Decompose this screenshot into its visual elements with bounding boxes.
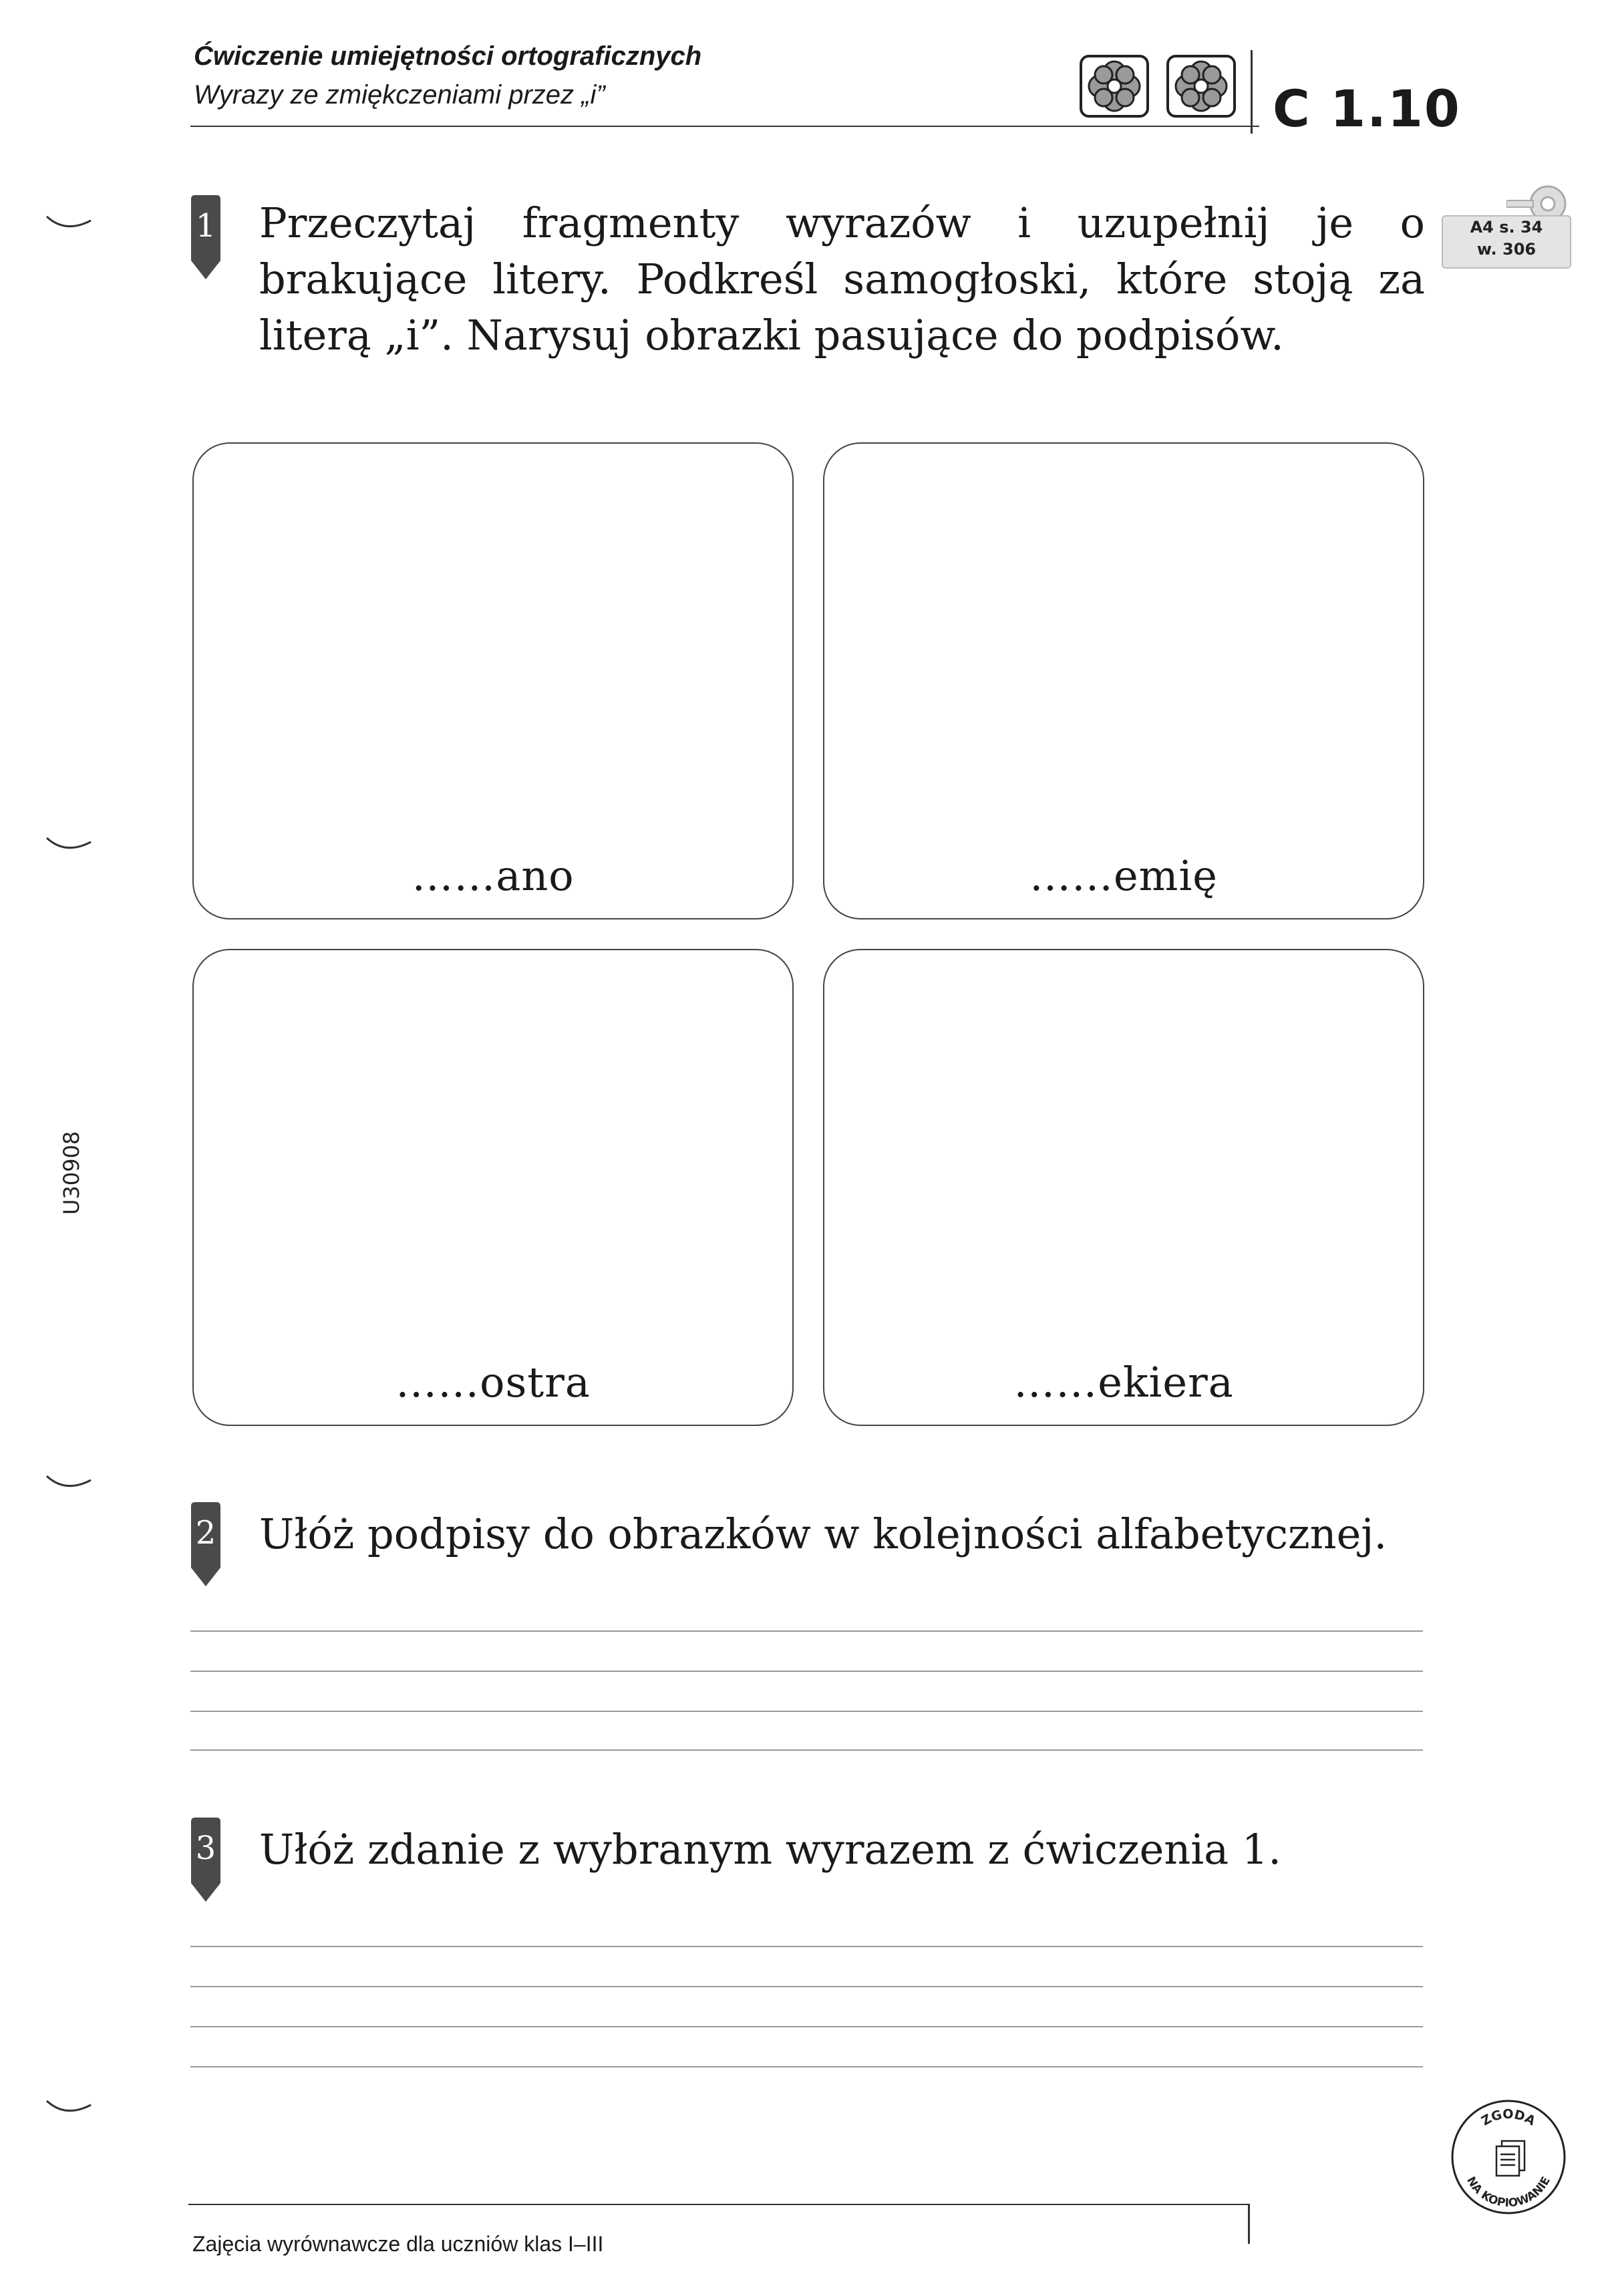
writing-line[interactable] xyxy=(190,2066,1423,2067)
drawing-box-4[interactable] xyxy=(823,949,1424,1426)
copy-permission-stamp xyxy=(1448,2097,1569,2217)
drawing-label: ……emię xyxy=(1029,851,1218,900)
drawing-box-1[interactable] xyxy=(192,442,794,919)
drawing-label: ……ano xyxy=(412,851,575,900)
exercise-number-badge xyxy=(188,194,223,282)
flower-icon xyxy=(1164,52,1239,120)
svg-text:ZGODA: ZGODA xyxy=(1478,2106,1539,2129)
svg-text:3: 3 xyxy=(195,1830,216,1867)
svg-text:2: 2 xyxy=(195,1514,216,1552)
reference-tag xyxy=(1442,215,1571,269)
header-vertical-divider xyxy=(1251,50,1253,134)
drawing-label: ……ostra xyxy=(395,1358,591,1407)
header-divider xyxy=(190,126,1259,127)
writing-line[interactable] xyxy=(190,1749,1423,1751)
drawing-label: ……ekiera xyxy=(1013,1358,1234,1407)
footer-divider xyxy=(188,2204,1249,2205)
writing-line[interactable] xyxy=(190,1671,1423,1672)
exercise-number-badge xyxy=(188,1816,223,1904)
writing-line[interactable] xyxy=(190,1711,1423,1712)
flower-icon xyxy=(1077,52,1152,120)
exercise-3-instruction: Ułóż zdanie z wybranym wyrazem z ćwiczenia 1. xyxy=(259,1825,1281,1874)
worksheet-title: Ćwiczenie umiejętności ortograficznych xyxy=(194,41,702,71)
worksheet-code: C 1.10 xyxy=(1273,79,1461,138)
reference-line-1: A4 s. 34 xyxy=(1470,218,1543,237)
reference-line-2: w. 306 xyxy=(1476,240,1537,259)
exercise-number-badge xyxy=(188,1501,223,1589)
side-code xyxy=(52,1103,92,1216)
svg-text:U30908: U30908 xyxy=(59,1131,84,1215)
writing-line[interactable] xyxy=(190,2026,1423,2027)
writing-line[interactable] xyxy=(190,1946,1423,1947)
margin-mark xyxy=(45,835,92,855)
worksheet-subtitle: Wyrazy ze zmiękczeniami przez „i” xyxy=(194,80,605,110)
margin-mark xyxy=(45,1473,92,1493)
writing-line[interactable] xyxy=(190,1630,1423,1632)
svg-text:NA KOPIOWANIE: NA KOPIOWANIE xyxy=(1464,2174,1553,2210)
footer-vertical-divider xyxy=(1248,2204,1250,2244)
svg-text:1: 1 xyxy=(195,207,216,245)
drawing-box-3[interactable] xyxy=(192,949,794,1426)
margin-mark xyxy=(45,214,92,234)
writing-line[interactable] xyxy=(190,1986,1423,1987)
drawing-box-2[interactable] xyxy=(823,442,1424,919)
document-copy-icon xyxy=(1496,2141,1524,2176)
margin-mark xyxy=(45,2098,92,2118)
exercise-1-instruction: Przeczytaj fragmenty wyrazów i uzupełnij je o brakujące litery. Podkreśl samogłoski, które stoją za literą „i”. Narysuj obrazki pasujące do podpisów. xyxy=(259,198,1425,360)
footer-text: Zajęcia wyrównawcze dla uczniów klas I–III xyxy=(192,2232,604,2256)
exercise-2-instruction: Ułóż podpisy do obrazków w kolejności alfabetycznej. xyxy=(259,1510,1388,1558)
